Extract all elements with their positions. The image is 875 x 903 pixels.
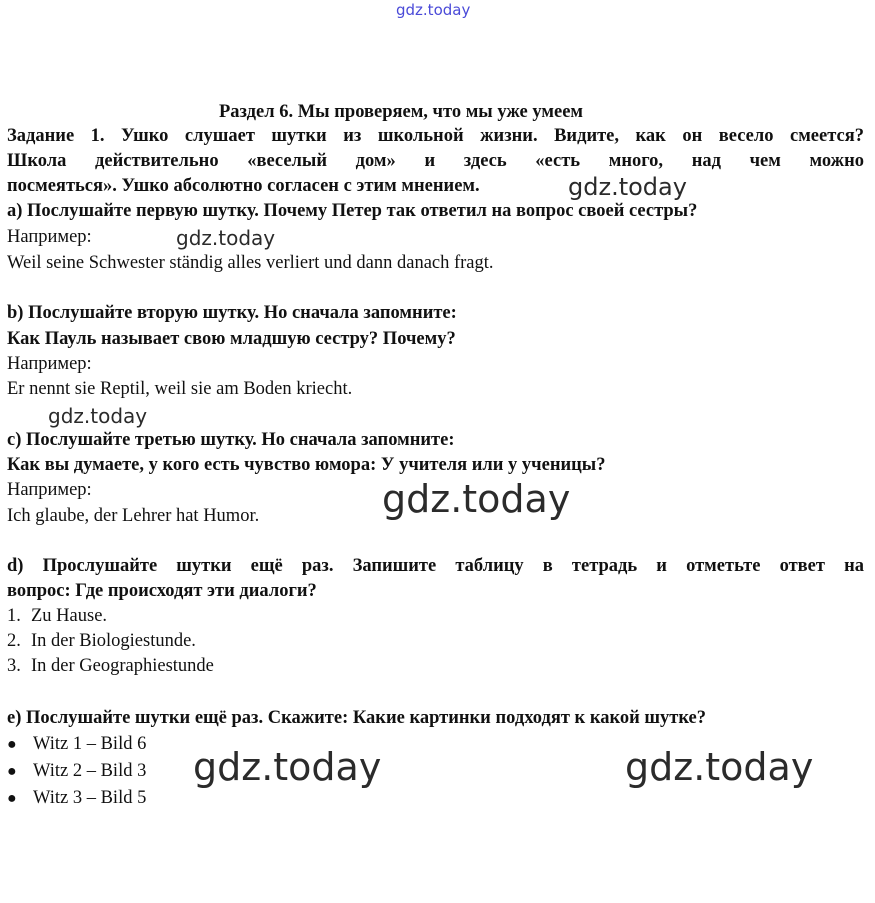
intro-line-2: Школа действительно «веселый дом» и здесь «есть много, над чем можно xyxy=(7,151,864,171)
bullet-icon: ● xyxy=(7,763,17,780)
section-c-question-2: Как вы думаете, у кого есть чувство юмора: У учителя или у ученицы? xyxy=(7,455,606,475)
watermark-6: gdz.today xyxy=(625,745,814,789)
list-text: In der Biologiestunde. xyxy=(31,631,196,651)
section-a-question: а) Послушайте первую шутку. Почему Петер так ответил на вопрос своей сестры? xyxy=(7,201,698,221)
list-text: In der Geographiestunde xyxy=(31,656,214,676)
section-c-question-1: с) Послушайте третью шутку. Но сначала запомните: xyxy=(7,430,455,450)
intro-line-1: Задание 1. Ушко слушает шутки из школьной жизни. Видите, как он весело смеется? xyxy=(7,126,864,146)
watermark-5: gdz.today xyxy=(193,745,382,789)
watermark-4: gdz.today xyxy=(382,477,571,521)
section-c-example-label: Например: xyxy=(7,480,92,500)
section-b-question-2: Как Пауль называет свою младшую сестру? Почему? xyxy=(7,329,456,349)
section-b-answer: Er nennt sie Reptil, weil sie am Boden kriecht. xyxy=(7,379,353,399)
watermark-top: gdz.today xyxy=(396,1,471,19)
section-a-answer: Weil seine Schwester ständig alles verliert und dann danach fragt. xyxy=(7,253,494,273)
bullet-icon: ● xyxy=(7,736,17,753)
bullet-item xyxy=(7,732,146,757)
watermark-2: gdz.today xyxy=(176,226,276,250)
bullet-text: Witz 3 – Bild 5 xyxy=(33,788,147,808)
bullet-item xyxy=(7,786,146,811)
section-c-answer: Ich glaube, der Lehrer hat Humor. xyxy=(7,506,260,526)
list-number: 3. xyxy=(7,656,21,676)
intro-line-3: посмеяться». Ушко абсолютно согласен с этим мнением. xyxy=(7,176,480,196)
bullet-icon: ● xyxy=(7,790,17,807)
section-a-example-label: Например: xyxy=(7,227,92,247)
list-text: Zu Hause. xyxy=(31,606,108,626)
watermark-3: gdz.today xyxy=(48,404,148,428)
list-item xyxy=(7,604,107,628)
bullet-text: Witz 1 – Bild 6 xyxy=(33,734,147,754)
list-number: 2. xyxy=(7,631,21,651)
bullet-text: Witz 2 – Bild 3 xyxy=(33,761,147,781)
watermark-1: gdz.today xyxy=(568,173,687,201)
section-b-question-1: b) Послушайте вторую шутку. Но сначала запомните: xyxy=(7,303,457,323)
bullet-item xyxy=(7,759,146,784)
page-title: Раздел 6. Мы проверяем, что мы уже умеем xyxy=(219,102,584,122)
section-b-example-label: Например: xyxy=(7,354,92,374)
list-item xyxy=(7,654,214,678)
section-e-question: e) Послушайте шутки ещё раз. Скажите: Какие картинки подходят к какой шутке? xyxy=(7,708,707,728)
list-number: 1. xyxy=(7,606,21,626)
section-d-question-1: d) Прослушайте шутки ещё раз. Запишите таблицу в тетрадь и отметьте ответ на xyxy=(7,556,864,576)
section-d-question-2: вопрос: Где происходят эти диалоги? xyxy=(7,581,317,601)
list-item xyxy=(7,629,196,653)
